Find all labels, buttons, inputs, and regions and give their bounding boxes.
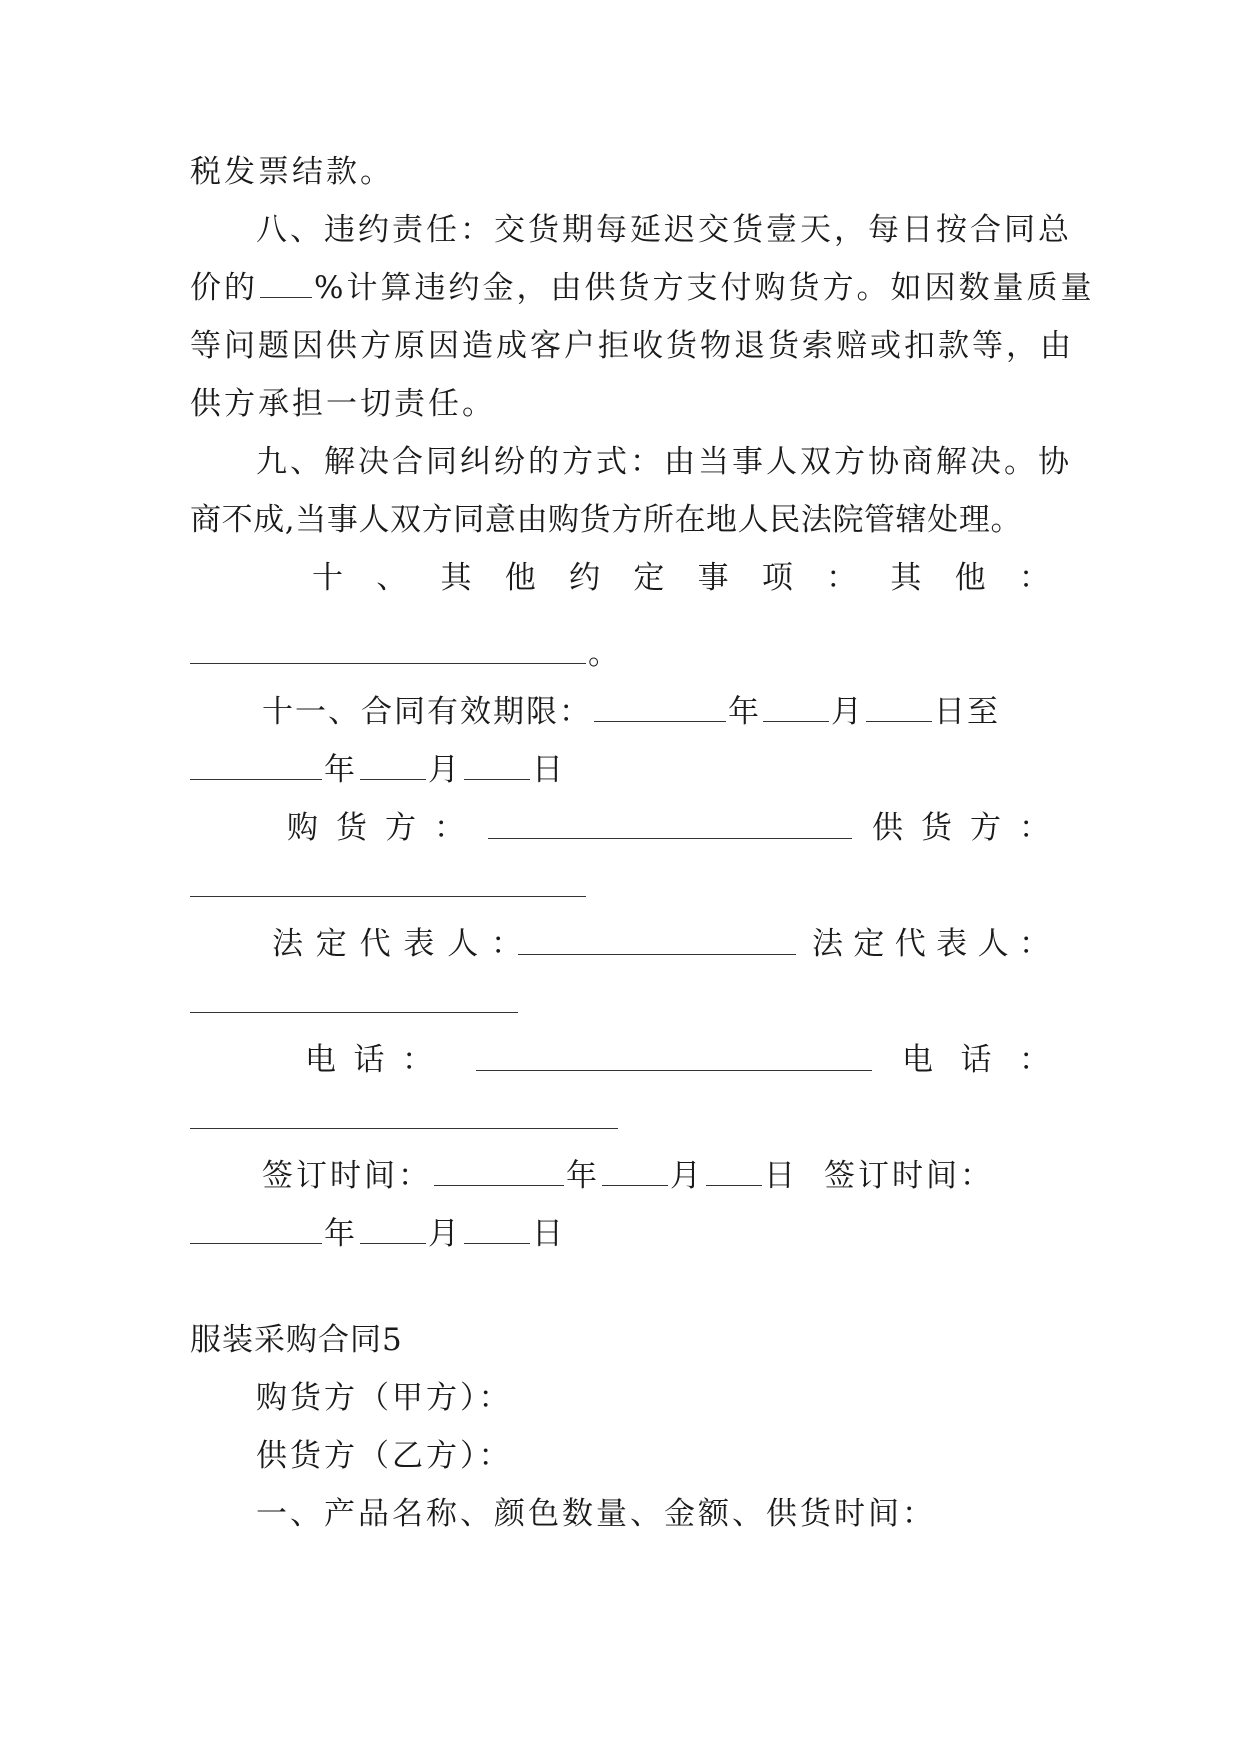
paragraph-line [262, 692, 1050, 732]
legal-rep-label [272, 924, 522, 964]
char: 人 [447, 926, 479, 962]
char: ： [490, 926, 522, 962]
char: 定 [853, 926, 885, 962]
seller-party-line [256, 1436, 1050, 1476]
char: 他 [504, 560, 536, 596]
buyer-blank [488, 838, 852, 839]
char: 话 [960, 1042, 992, 1078]
char: 货 [921, 810, 952, 846]
text: 一、产品名称、颜色数量、金额、供货时间： [256, 1496, 936, 1532]
signing-date-line [262, 1156, 1050, 1196]
char: ： [826, 560, 858, 596]
text: 年 [324, 1216, 358, 1252]
paragraph-line [190, 326, 1074, 366]
char: 话 [353, 1042, 385, 1078]
phone-label [305, 1040, 433, 1080]
char: 代 [894, 926, 926, 962]
legal-rep-label-2 [812, 924, 1050, 964]
paragraph-line [190, 384, 1050, 424]
text: 。 [588, 636, 622, 672]
char: 项 [761, 560, 793, 596]
char: 法 [812, 926, 843, 962]
paragraph-line [190, 152, 1050, 192]
fill-blank [360, 753, 426, 780]
text: 购货方（甲方）： [256, 1380, 513, 1416]
text: 日至 [934, 694, 1000, 730]
char: 约 [569, 560, 601, 596]
text: 日 [764, 1158, 798, 1194]
char: 法 [272, 926, 303, 962]
paragraph-line-justified [312, 558, 1050, 598]
paragraph-line [190, 634, 1050, 674]
fill-blank [464, 753, 530, 780]
char: 、 [376, 560, 408, 596]
char: ： [402, 1042, 433, 1078]
fill-blank [763, 695, 829, 722]
text: 九、解决合同纠纷的方式：由当事人双方协商解决。协 [256, 444, 1072, 480]
char: 表 [403, 926, 435, 962]
text: 税发票结款。 [190, 154, 394, 190]
phone-blank-2 [190, 1128, 618, 1129]
char: ： [1018, 926, 1050, 962]
text: 等问题因供方原因造成客户拒收货物退货索赔或扣款等，由 [190, 328, 1074, 364]
paragraph-line [256, 210, 1072, 250]
text: 十一、合同有效期限： [262, 694, 592, 730]
fill-blank [706, 1159, 762, 1186]
char: 表 [936, 926, 968, 962]
char: 他 [954, 560, 986, 596]
char: 供 [872, 810, 903, 846]
fill-blank [866, 695, 932, 722]
text: %计算违约金，由供货方支付购货方。如因数量质量 [314, 270, 1095, 306]
text: 日 [532, 1216, 566, 1252]
char: 货 [336, 810, 367, 846]
clause-line [256, 1494, 1050, 1534]
char: ： [1019, 810, 1050, 846]
char: 人 [977, 926, 1009, 962]
char: 电 [305, 1042, 336, 1078]
char: ： [434, 810, 465, 846]
paragraph-line [190, 268, 1095, 308]
fill-blank [190, 753, 322, 780]
seller-blank [190, 896, 586, 897]
char: ： [1019, 1042, 1050, 1078]
char: 方 [970, 810, 1001, 846]
fill-blank [594, 695, 726, 722]
text: 年 [324, 752, 358, 788]
text: 签订时间： [262, 1158, 432, 1194]
paragraph-line [190, 500, 1050, 540]
fill-blank [190, 1217, 322, 1244]
char: 事 [697, 560, 729, 596]
fill-blank [260, 271, 312, 298]
text: 月 [428, 752, 462, 788]
char: 电 [902, 1042, 933, 1078]
fill-blank [464, 1217, 530, 1244]
char: 方 [385, 810, 416, 846]
text: 年 [728, 694, 761, 730]
char: 其 [890, 560, 922, 596]
text: 月 [831, 694, 864, 730]
text: 签订时间： [824, 1158, 994, 1194]
char: 定 [633, 560, 665, 596]
char: 其 [440, 560, 472, 596]
text: 服装采购合同5 [190, 1322, 403, 1358]
fill-blank [190, 637, 586, 664]
text: 年 [566, 1158, 600, 1194]
buyer-party-line [256, 1378, 1050, 1418]
text: 价的 [190, 270, 258, 306]
text: 商不成,当事人双方同意由购货方所在地人民法院管辖处理。 [190, 502, 1023, 538]
text: 月 [670, 1158, 704, 1194]
char: 定 [315, 926, 347, 962]
section-heading [190, 1320, 1050, 1360]
char: 代 [359, 926, 391, 962]
text: 八、违约责任：交货期每延迟交货壹天，每日按合同总 [256, 212, 1072, 248]
paragraph-line [190, 750, 1050, 790]
char: 十 [312, 560, 343, 596]
text: 供货方（乙方）： [256, 1438, 513, 1474]
fill-blank [434, 1159, 564, 1186]
phone-blank [476, 1070, 872, 1071]
phone-label-2 [902, 1040, 1050, 1080]
seller-label [872, 808, 1050, 848]
char: ： [1018, 560, 1050, 596]
fill-blank [360, 1217, 426, 1244]
paragraph-line [190, 1214, 1050, 1254]
char: 购 [287, 810, 318, 846]
legal-rep-blank-2 [190, 1012, 518, 1013]
text: 日 [532, 752, 566, 788]
fill-blank [602, 1159, 668, 1186]
text: 月 [428, 1216, 462, 1252]
text: 供方承担一切责任。 [190, 386, 496, 422]
buyer-label [287, 808, 465, 848]
legal-rep-blank [518, 954, 796, 955]
paragraph-line [256, 442, 1072, 482]
